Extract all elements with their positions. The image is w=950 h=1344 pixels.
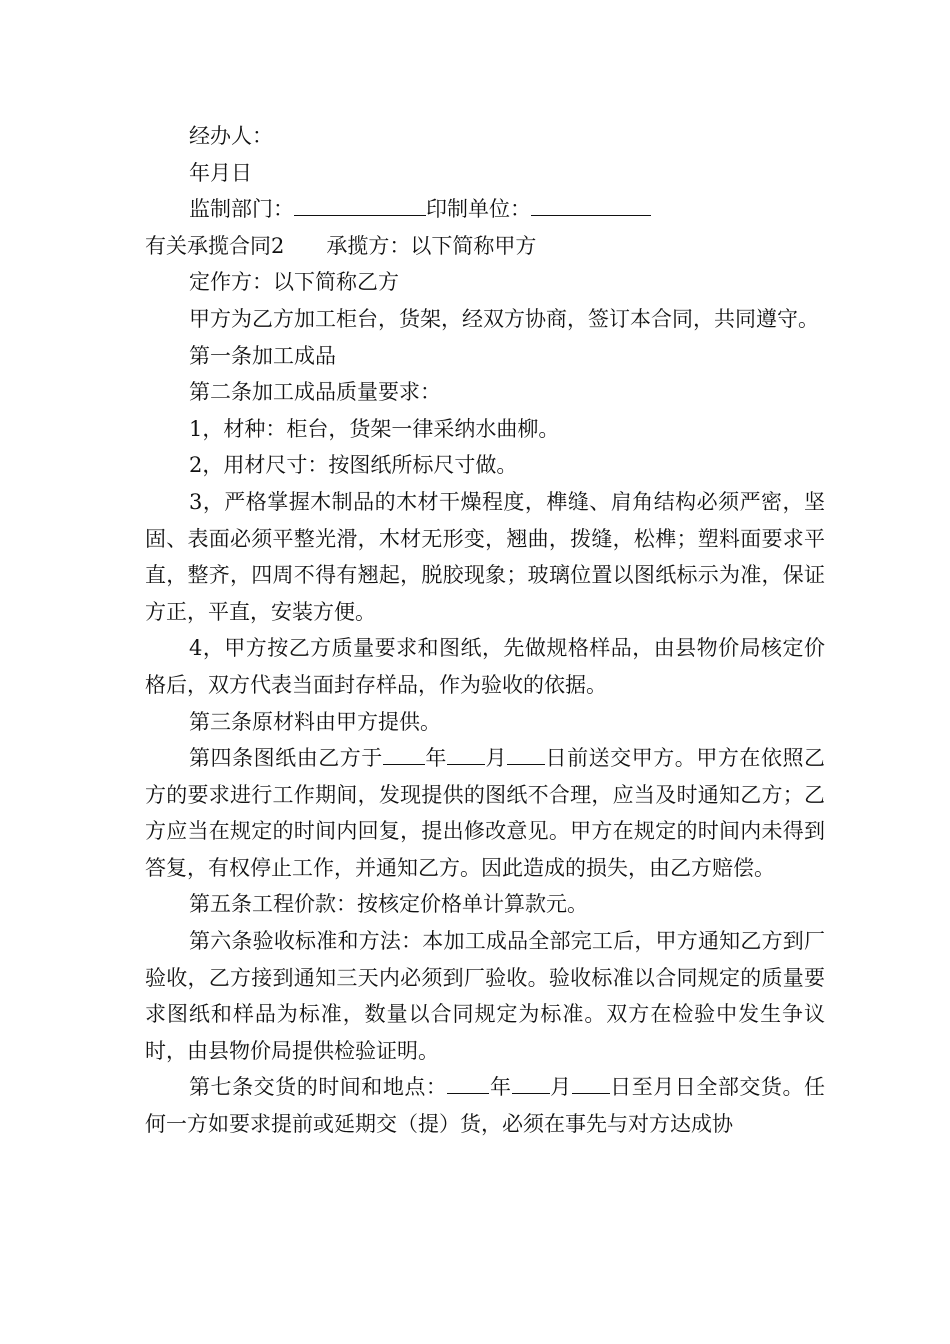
party-b-line <box>145 264 825 301</box>
article-3: 第三条原材料由甲方提供。 <box>189 709 441 734</box>
month-blank <box>447 744 485 765</box>
item-2: 2，用材尺寸：按图纸所标尺寸做。 <box>189 453 518 478</box>
print-blank <box>531 195 651 216</box>
supervise-print-line <box>145 191 825 228</box>
party-b: 定作方：以下简称乙方 <box>189 270 399 295</box>
supervise-blank <box>294 195 426 216</box>
title-line <box>145 228 825 265</box>
date-label: 年月日 <box>189 160 252 185</box>
item-1: 1，材种：柜台，货架一律采纳水曲柳。 <box>189 416 560 441</box>
day-blank <box>572 1073 610 1094</box>
date-line <box>145 155 825 192</box>
month-blank <box>512 1073 550 1094</box>
article-7-year: 年 <box>489 1075 512 1100</box>
document-page <box>145 118 825 1143</box>
article-4 <box>145 740 825 886</box>
supervise-label: 监制部门： <box>189 197 294 222</box>
year-blank <box>447 1073 489 1094</box>
print-label: 印制单位： <box>426 197 531 222</box>
item-4: 4，甲方按乙方质量要求和图纸，先做规格样品，由县物价局核定价格后，双方代表当面封存样品，作为验收的依据。 <box>145 636 825 697</box>
article-4-year: 年 <box>424 746 447 771</box>
article-1: 第一条加工成品 <box>189 343 336 368</box>
intro-paragraph: 甲方为乙方加工柜台，货架，经双方协商，签订本合同，共同遵守。 <box>189 306 819 331</box>
contract-title: 有关承揽合同2 <box>145 233 285 258</box>
year-blank <box>383 744 425 765</box>
article-7-prefix: 第七条交货的时间和地点： <box>189 1075 448 1100</box>
article-5: 第五条工程价款：按核定价格单计算款元。 <box>189 892 588 917</box>
article-7 <box>145 1069 825 1142</box>
article-7-month: 月 <box>549 1075 572 1100</box>
item-3: 3，严格掌握木制品的木材干燥程度，榫缝、肩角结构必须严密，坚固、表面必须平整光滑，木材无形变，翘曲，拨缝，松榫；塑料面要求平直，整齐，四周不得有翘起，脱胶现象；玻璃位置以图纸标示为准，保证方正，平直，安装方便。 <box>145 489 825 624</box>
party-a: 承揽方：以下简称甲方 <box>326 233 537 258</box>
day-blank <box>507 744 545 765</box>
handler-label: 经办人： <box>189 124 273 148</box>
article-4-prefix: 第四条图纸由乙方于 <box>189 746 383 771</box>
article-4-rest: 日前送交甲方。甲方在依照乙方的要求进行工作期间，发现提供的图纸不合理，应当及时通知乙方；乙方应当在规定的时间内回复，提出修改意见。甲方在规定的时间内未得到答复，有权停止工作，并通知乙方。因此造成的损失，由乙方赔偿。 <box>145 746 826 880</box>
article-7-rest: 日至月日全部交货。任何一方如要求提前或延期交（提）货，必须在事先与对方达成协 <box>145 1075 826 1137</box>
article-6: 第六条验收标准和方法：本加工成品全部完工后，甲方通知乙方到厂验收，乙方接到通知三天内必须到厂验收。验收标准以合同规定的质量要求图纸和样品为标准，数量以合同规定为标准。双方在检验中发生争议时，由县物价局提供检验证明。 <box>145 929 825 1063</box>
handler-line <box>145 118 825 155</box>
article-2: 第二条加工成品质量要求： <box>189 380 441 405</box>
article-4-month: 月 <box>484 746 508 771</box>
